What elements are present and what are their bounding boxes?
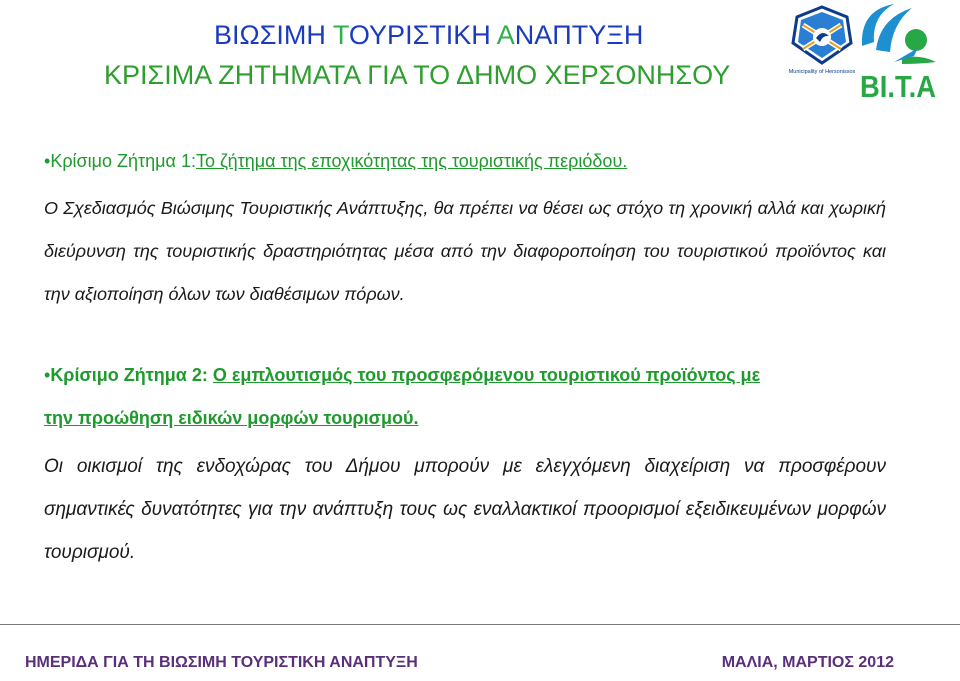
bullet: • — [44, 365, 51, 385]
issue1-title-link[interactable]: Το ζήτημα της εποχικότητας της τουριστικής περιόδου. — [195, 151, 628, 171]
footer-date-place: ΜΑΛΙΑ, ΜΑΡΤΙΟΣ 2012 — [721, 654, 894, 671]
title-part: Τ — [332, 20, 349, 50]
issue1-label: Κρίσιμο Ζήτημα 1: — [50, 151, 196, 171]
issue2-title-link-cont[interactable]: την προώθηση ειδικών μορφών τουρισμού. — [44, 408, 419, 428]
title-part: Α — [496, 20, 515, 50]
issue2-label: Κρίσιμο Ζήτημα 2: — [50, 365, 213, 385]
issue2-heading — [44, 365, 760, 386]
page-title-line2: ΚΡΙΣΙΜΑ ΖΗΤΗΜΑΤΑ ΓΙΑ ΤΟ ΔΗΜΟ ΧΕΡΣΟΝΗΣΟΥ — [104, 60, 731, 90]
title-part: ΒΙ — [214, 20, 240, 50]
issue1-body: Ο Σχεδιασμός Βιώσιμης Τουριστικής Ανάπτυξης, θα πρέπει να θέσει ως στόχο τη χρονική αλλά και χωρική διεύρυνση της τουριστικής δραστηριότητας μέσα από την διαφοροποίηση του τουριστικού προϊόντος και την αξιοποίηση όλων των διαθέσιμων πόρων. — [44, 198, 886, 304]
footer-event-title: ΗΜΕΡΙΔΑ ΓΙΑ ΤΗ ΒΙΩΣΙΜΗ ΤΟΥΡΙΣΤΙΚΗ ΑΝΑΠΤΥΞΗ — [25, 654, 418, 671]
bita-logo-text: BI.T.A — [860, 69, 936, 100]
title-part: ΝΑΠΤΥΞΗ — [514, 20, 644, 50]
issue2-body: Οι οικισμοί της ενδοχώρας του Δήμου μπορούν με ελεγχόμενη διαχείριση να προσφέρουν σημαντικές δυνατότητες για την ανάπτυξη τους ως εναλλακτικοί προορισμοί εξειδικευμένων μορφών τουρισμού. — [44, 456, 886, 563]
issue2-title-link[interactable]: Ο εμπλουτισμός του προσφερόμενου τουριστικού προϊόντος με — [212, 365, 761, 385]
title-part: ΩΣΙΜΗ — [239, 20, 333, 50]
footer-divider — [0, 624, 960, 625]
issue1-heading — [44, 151, 627, 172]
logo-caption: Municipality of Hersonissos — [789, 69, 855, 75]
issue2-heading-line2 — [44, 408, 418, 429]
title-part: ΟΥΡΙΣΤΙΚΗ — [348, 20, 497, 50]
page-title-line1 — [214, 20, 643, 51]
bullet: • — [44, 151, 51, 171]
municipality-logo — [789, 5, 855, 77]
bita-logo — [858, 2, 938, 100]
